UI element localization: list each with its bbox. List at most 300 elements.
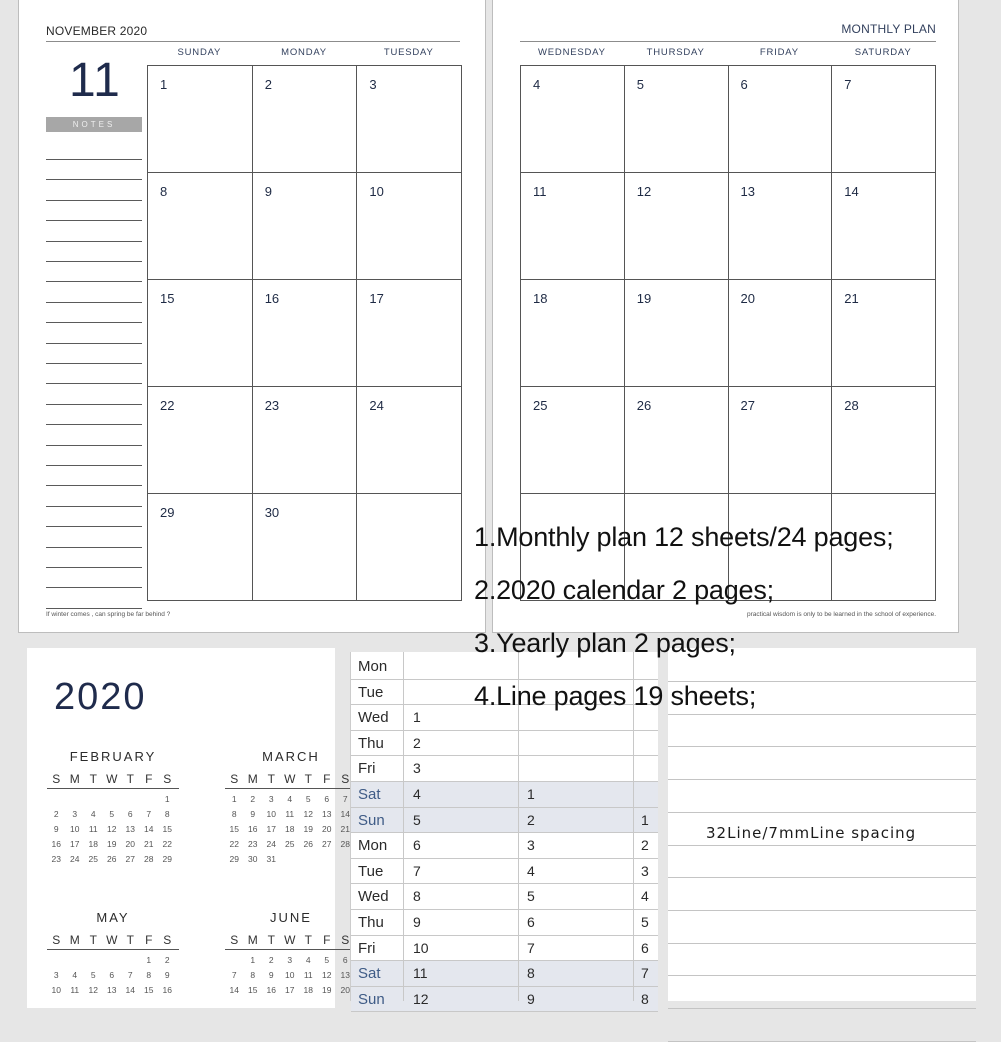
weekday-initial: T bbox=[304, 772, 312, 786]
day-number: 23 bbox=[248, 839, 258, 849]
week-row bbox=[47, 837, 179, 852]
date-cell bbox=[625, 66, 729, 173]
day-number: 30 bbox=[248, 854, 258, 864]
weekday-initial: W bbox=[284, 933, 296, 947]
day-number: 19 bbox=[303, 824, 313, 834]
ruled-line bbox=[668, 877, 976, 878]
day-number: 7 bbox=[146, 809, 152, 819]
weekday-initial: F bbox=[323, 933, 331, 947]
day-number: 6 bbox=[342, 955, 348, 965]
weekday-initial: T bbox=[126, 933, 134, 947]
day-number: 25 bbox=[285, 839, 295, 849]
date-cell bbox=[832, 66, 936, 173]
date-cell bbox=[253, 494, 358, 601]
weekday-initials bbox=[225, 772, 357, 786]
ruled-line bbox=[668, 943, 976, 944]
day-number bbox=[103, 792, 122, 807]
ruled-line bbox=[668, 1008, 976, 1009]
day-number: 2 bbox=[250, 794, 256, 804]
date-cell bbox=[253, 66, 358, 173]
footer-quote-left: If winter comes , can spring be far behind ? bbox=[46, 611, 171, 618]
day-number: 14 bbox=[125, 985, 135, 995]
day-number: 20 bbox=[340, 985, 350, 995]
note-line bbox=[46, 261, 142, 262]
ruled-line bbox=[668, 845, 976, 846]
date-cell bbox=[832, 387, 936, 494]
ruled-line bbox=[668, 812, 976, 813]
date-number: 15 bbox=[160, 291, 175, 306]
day-number: 7 bbox=[413, 862, 421, 879]
feature-monthly-plan: 1.Monthly plan 12 sheets/24 pages; bbox=[474, 522, 894, 552]
day-number: 27 bbox=[322, 839, 332, 849]
day-number: 5 bbox=[90, 970, 96, 980]
week-row bbox=[225, 953, 357, 968]
week-row bbox=[47, 968, 179, 983]
weekday-initial: S bbox=[52, 772, 61, 786]
weekday-label: Tue bbox=[358, 683, 384, 701]
date-number: 29 bbox=[160, 505, 175, 520]
weekday-initial: S bbox=[52, 933, 61, 947]
weekday-initial: S bbox=[163, 933, 172, 947]
day-number: 28 bbox=[340, 839, 350, 849]
day-number: 21 bbox=[144, 839, 154, 849]
date-cell bbox=[521, 387, 625, 494]
monthly-plan-left-page bbox=[18, 0, 486, 633]
week-row bbox=[225, 837, 357, 852]
weekday-initial: M bbox=[69, 772, 80, 786]
day-number: 14 bbox=[144, 824, 154, 834]
day-number: 15 bbox=[229, 824, 239, 834]
date-number: 12 bbox=[636, 184, 652, 199]
day-number: 23 bbox=[51, 854, 61, 864]
date-cell bbox=[832, 280, 936, 387]
day-number: 4 bbox=[72, 970, 78, 980]
day-number: 12 bbox=[413, 990, 429, 1007]
weekday-initial: M bbox=[69, 933, 80, 947]
day-number: 5 bbox=[641, 914, 649, 930]
weekday-header: FRIDAY bbox=[759, 47, 799, 58]
note-line bbox=[46, 506, 142, 507]
yearly-plan-row bbox=[351, 756, 658, 782]
date-number: 18 bbox=[533, 291, 548, 306]
day-number: 22 bbox=[229, 839, 239, 849]
day-number: 24 bbox=[70, 854, 80, 864]
day-number: 9 bbox=[53, 824, 59, 834]
day-number: 3 bbox=[53, 970, 59, 980]
date-cell bbox=[148, 173, 253, 280]
date-number: 17 bbox=[369, 291, 384, 306]
date-number: 30 bbox=[264, 505, 280, 520]
day-number: 15 bbox=[248, 985, 258, 995]
day-number: 19 bbox=[322, 985, 332, 995]
day-number: 9 bbox=[413, 914, 421, 930]
day-number: 26 bbox=[107, 854, 117, 864]
day-number: 21 bbox=[340, 824, 350, 834]
weekday-label: Sun bbox=[358, 811, 385, 829]
day-number bbox=[281, 852, 300, 867]
weekday-initial: T bbox=[267, 772, 275, 786]
day-number: 17 bbox=[266, 824, 276, 834]
day-number: 2 bbox=[413, 734, 421, 751]
day-number bbox=[84, 953, 103, 968]
date-cell bbox=[832, 173, 936, 280]
day-number: 7 bbox=[527, 939, 535, 956]
day-number: 11 bbox=[303, 970, 313, 980]
weekday-label: Fri bbox=[358, 760, 376, 778]
day-number: 10 bbox=[51, 985, 61, 995]
day-number bbox=[66, 792, 85, 807]
note-line bbox=[46, 220, 142, 221]
date-number: 22 bbox=[160, 398, 175, 413]
day-number: 11 bbox=[285, 809, 295, 819]
day-number: 2 bbox=[527, 811, 535, 828]
note-line bbox=[46, 485, 142, 486]
day-number: 15 bbox=[162, 824, 172, 834]
month-number: 11 bbox=[69, 54, 121, 107]
day-number: 1 bbox=[164, 794, 170, 804]
month-name: JUNE bbox=[270, 910, 312, 925]
week-row bbox=[47, 953, 179, 968]
weekday-label: Sat bbox=[358, 786, 381, 803]
weekday-initial: S bbox=[341, 933, 350, 947]
monthly-plan-label: MONTHLY PLAN bbox=[841, 22, 936, 36]
day-number: 16 bbox=[266, 985, 276, 995]
day-number: 19 bbox=[107, 839, 117, 849]
right-date-grid bbox=[520, 65, 936, 601]
day-number bbox=[47, 792, 66, 807]
day-number: 26 bbox=[303, 839, 313, 849]
note-line bbox=[46, 547, 142, 548]
day-number: 4 bbox=[287, 794, 293, 804]
day-number: 9 bbox=[164, 970, 170, 980]
note-line bbox=[46, 567, 142, 568]
weekday-initial: F bbox=[145, 772, 153, 786]
day-number: 3 bbox=[413, 760, 421, 777]
day-number: 4 bbox=[527, 862, 535, 879]
yearly-plan-row bbox=[351, 833, 658, 859]
day-number bbox=[318, 852, 337, 867]
day-number: 3 bbox=[641, 862, 649, 879]
date-cell bbox=[357, 173, 462, 280]
header-rule bbox=[46, 41, 460, 42]
note-line bbox=[46, 404, 142, 405]
day-number: 18 bbox=[285, 824, 295, 834]
day-number bbox=[121, 792, 140, 807]
weekday-header: WEDNESDAY bbox=[538, 47, 606, 58]
footer-quote-right: practical wisdom is only to be learned in the school of experience. bbox=[747, 611, 936, 618]
date-number: 25 bbox=[533, 398, 548, 413]
date-number: 24 bbox=[369, 398, 384, 413]
yearly-plan-row bbox=[351, 859, 658, 885]
note-line bbox=[46, 322, 142, 323]
note-line bbox=[46, 383, 142, 384]
day-number: 2 bbox=[641, 837, 649, 854]
month-block bbox=[225, 749, 357, 867]
day-number: 7 bbox=[641, 965, 649, 982]
feature-yearly-plan: 3.Yearly plan 2 pages; bbox=[474, 628, 736, 658]
day-number: 2 bbox=[164, 955, 170, 965]
day-number: 20 bbox=[125, 839, 135, 849]
month-name: MARCH bbox=[262, 749, 320, 764]
day-number: 7 bbox=[127, 970, 133, 980]
weekday-initial: T bbox=[304, 933, 312, 947]
weekday-initial: W bbox=[106, 933, 118, 947]
date-number: 11 bbox=[533, 184, 547, 199]
weekday-initial: S bbox=[230, 772, 239, 786]
weekday-initial: W bbox=[284, 772, 296, 786]
day-number: 31 bbox=[266, 854, 276, 864]
day-number: 9 bbox=[527, 990, 535, 1007]
day-number: 16 bbox=[51, 839, 61, 849]
week-row bbox=[47, 792, 179, 807]
weekday-initial: T bbox=[267, 933, 275, 947]
ruled-line bbox=[668, 975, 976, 976]
month-name: FEBRUARY bbox=[69, 749, 157, 764]
day-number: 15 bbox=[144, 985, 154, 995]
note-line bbox=[46, 241, 142, 242]
weekday-initial: M bbox=[247, 772, 258, 786]
date-number: 3 bbox=[369, 77, 377, 92]
month-rule bbox=[47, 788, 179, 789]
weekday-initial: T bbox=[89, 933, 97, 947]
yearly-plan-row bbox=[351, 936, 658, 962]
day-number: 3 bbox=[72, 809, 78, 819]
weekday-label: Wed bbox=[358, 709, 389, 727]
week-row bbox=[225, 983, 357, 998]
week-row bbox=[47, 852, 179, 867]
date-cell bbox=[625, 173, 729, 280]
date-number: 28 bbox=[844, 398, 859, 413]
feature-line-pages: 4.Line pages 19 sheets; bbox=[474, 681, 757, 711]
day-number: 8 bbox=[146, 970, 152, 980]
day-number bbox=[121, 953, 140, 968]
line-spacing-label: 32Line/7mmLine spacing bbox=[706, 824, 917, 842]
week-row bbox=[225, 807, 357, 822]
day-number: 14 bbox=[340, 809, 350, 819]
day-number: 13 bbox=[125, 824, 135, 834]
day-number: 12 bbox=[322, 970, 332, 980]
date-cell bbox=[148, 66, 253, 173]
day-number: 6 bbox=[324, 794, 330, 804]
day-number: 22 bbox=[162, 839, 172, 849]
weekday-label: Sat bbox=[358, 965, 381, 983]
date-cell bbox=[253, 173, 358, 280]
day-number: 8 bbox=[527, 965, 535, 982]
day-number: 4 bbox=[305, 955, 311, 965]
note-line bbox=[46, 526, 142, 527]
weekday-header: TUESDAY bbox=[383, 47, 434, 58]
day-number: 1 bbox=[146, 955, 152, 965]
date-cell bbox=[521, 280, 625, 387]
week-row bbox=[47, 983, 179, 998]
header-rule bbox=[520, 41, 936, 42]
date-number: 6 bbox=[740, 77, 748, 92]
day-number: 17 bbox=[70, 839, 80, 849]
ruled-line bbox=[668, 910, 976, 911]
date-cell bbox=[253, 387, 358, 494]
weekday-header: SUNDAY bbox=[177, 47, 222, 58]
day-number: 29 bbox=[229, 854, 239, 864]
year-calendar-page bbox=[27, 648, 350, 1008]
date-cell bbox=[357, 280, 462, 387]
weekday-initials bbox=[47, 933, 179, 947]
weekday-label: Mon bbox=[358, 837, 388, 855]
day-number: 4 bbox=[641, 888, 649, 905]
day-number: 13 bbox=[107, 985, 117, 995]
week-row bbox=[225, 852, 357, 867]
day-number: 12 bbox=[88, 985, 98, 995]
day-number: 1 bbox=[250, 955, 256, 965]
day-number: 10 bbox=[70, 824, 80, 834]
yearly-plan-row bbox=[351, 910, 658, 936]
day-number: 12 bbox=[107, 824, 117, 834]
ruled-line bbox=[668, 779, 976, 780]
day-number: 5 bbox=[527, 888, 535, 905]
notes-label: NOTES bbox=[46, 117, 142, 132]
day-number: 11 bbox=[70, 985, 80, 995]
weekday-label: Tue bbox=[358, 862, 384, 880]
date-cell bbox=[521, 66, 625, 173]
day-number: 13 bbox=[322, 809, 332, 819]
day-number: 1 bbox=[413, 709, 421, 726]
weekday-label: Thu bbox=[358, 914, 384, 931]
day-number: 14 bbox=[229, 985, 239, 995]
weekday-initial: M bbox=[247, 933, 258, 947]
weekday-initial: S bbox=[163, 772, 172, 786]
note-line bbox=[46, 200, 142, 201]
day-number: 9 bbox=[250, 809, 256, 819]
calendar-year: 2020 bbox=[54, 676, 147, 718]
date-number: 9 bbox=[264, 184, 272, 199]
weekday-initial: F bbox=[323, 772, 331, 786]
day-number bbox=[47, 953, 66, 968]
day-number: 5 bbox=[324, 955, 330, 965]
day-number: 5 bbox=[109, 809, 115, 819]
yearly-plan-row bbox=[351, 731, 658, 757]
yearly-plan-row bbox=[351, 782, 658, 808]
date-cell bbox=[357, 387, 462, 494]
day-number: 8 bbox=[413, 888, 421, 905]
weekday-initials bbox=[225, 933, 357, 947]
day-number: 8 bbox=[231, 809, 237, 819]
month-block bbox=[47, 749, 179, 867]
date-cell bbox=[521, 173, 625, 280]
ruled-line bbox=[668, 746, 976, 747]
date-number: 4 bbox=[533, 77, 541, 92]
date-cell bbox=[148, 280, 253, 387]
week-row bbox=[47, 822, 179, 837]
weekday-initial: W bbox=[106, 772, 118, 786]
day-number: 6 bbox=[641, 939, 649, 956]
date-number: 19 bbox=[636, 291, 652, 306]
date-number: 8 bbox=[160, 184, 168, 199]
ruled-line bbox=[668, 714, 976, 715]
date-number: 5 bbox=[636, 77, 644, 92]
day-number: 3 bbox=[287, 955, 293, 965]
date-number: 14 bbox=[844, 184, 859, 199]
day-number: 11 bbox=[88, 824, 98, 834]
note-line bbox=[46, 302, 142, 303]
weekday-label: Mon bbox=[358, 658, 388, 675]
yearly-plan-row bbox=[351, 961, 658, 987]
weekday-initial: S bbox=[230, 933, 239, 947]
yearly-plan-row bbox=[351, 884, 658, 910]
day-number: 8 bbox=[250, 970, 256, 980]
day-number: 18 bbox=[88, 839, 98, 849]
month-block bbox=[47, 910, 179, 998]
date-cell bbox=[148, 387, 253, 494]
day-number: 6 bbox=[413, 837, 421, 854]
day-number bbox=[66, 953, 85, 968]
date-cell bbox=[729, 173, 833, 280]
date-cell bbox=[357, 66, 462, 173]
day-number: 10 bbox=[285, 970, 295, 980]
weekday-label: Sun bbox=[358, 990, 385, 1008]
month-name: MAY bbox=[96, 910, 130, 925]
day-number: 8 bbox=[641, 990, 649, 1007]
date-cell bbox=[729, 280, 833, 387]
day-number: 13 bbox=[340, 970, 350, 980]
note-line bbox=[46, 363, 142, 364]
note-line bbox=[46, 281, 142, 282]
weekday-initials bbox=[47, 772, 179, 786]
day-number bbox=[299, 852, 318, 867]
month-year-label: NOVEMBER 2020 bbox=[46, 24, 148, 38]
month-rule bbox=[47, 949, 179, 950]
date-number: 1 bbox=[160, 77, 168, 92]
day-number: 1 bbox=[231, 794, 237, 804]
yearly-plan-row bbox=[351, 987, 658, 1013]
day-number: 8 bbox=[164, 809, 170, 819]
day-number: 2 bbox=[268, 955, 274, 965]
day-number: 7 bbox=[342, 794, 348, 804]
day-number: 3 bbox=[268, 794, 274, 804]
day-number bbox=[225, 953, 244, 968]
weekday-initial: T bbox=[126, 772, 134, 786]
day-number: 2 bbox=[53, 809, 59, 819]
day-number: 17 bbox=[285, 985, 295, 995]
note-line bbox=[46, 465, 142, 466]
weekday-label: Wed bbox=[358, 888, 389, 906]
note-line bbox=[46, 445, 142, 446]
weekday-initial: T bbox=[89, 772, 97, 786]
date-cell bbox=[357, 494, 462, 601]
note-line bbox=[46, 608, 142, 609]
day-number: 1 bbox=[641, 811, 649, 828]
date-cell bbox=[148, 494, 253, 601]
date-number: 10 bbox=[369, 184, 384, 199]
weekday-header: THURSDAY bbox=[646, 47, 705, 58]
weekday-initial: F bbox=[145, 933, 153, 947]
day-number: 6 bbox=[109, 970, 115, 980]
week-row bbox=[225, 968, 357, 983]
weekday-header: MONDAY bbox=[281, 47, 327, 58]
day-number: 29 bbox=[162, 854, 172, 864]
column-divider bbox=[403, 652, 404, 1001]
month-block bbox=[225, 910, 357, 998]
day-number bbox=[103, 953, 122, 968]
day-number: 10 bbox=[413, 939, 429, 956]
note-line bbox=[46, 587, 142, 588]
note-line bbox=[46, 343, 142, 344]
day-number: 6 bbox=[127, 809, 133, 819]
day-number: 3 bbox=[527, 837, 535, 854]
day-number: 10 bbox=[266, 809, 276, 819]
day-number: 6 bbox=[527, 914, 535, 930]
date-number: 23 bbox=[264, 398, 280, 413]
note-line bbox=[46, 424, 142, 425]
date-number: 16 bbox=[264, 291, 280, 306]
